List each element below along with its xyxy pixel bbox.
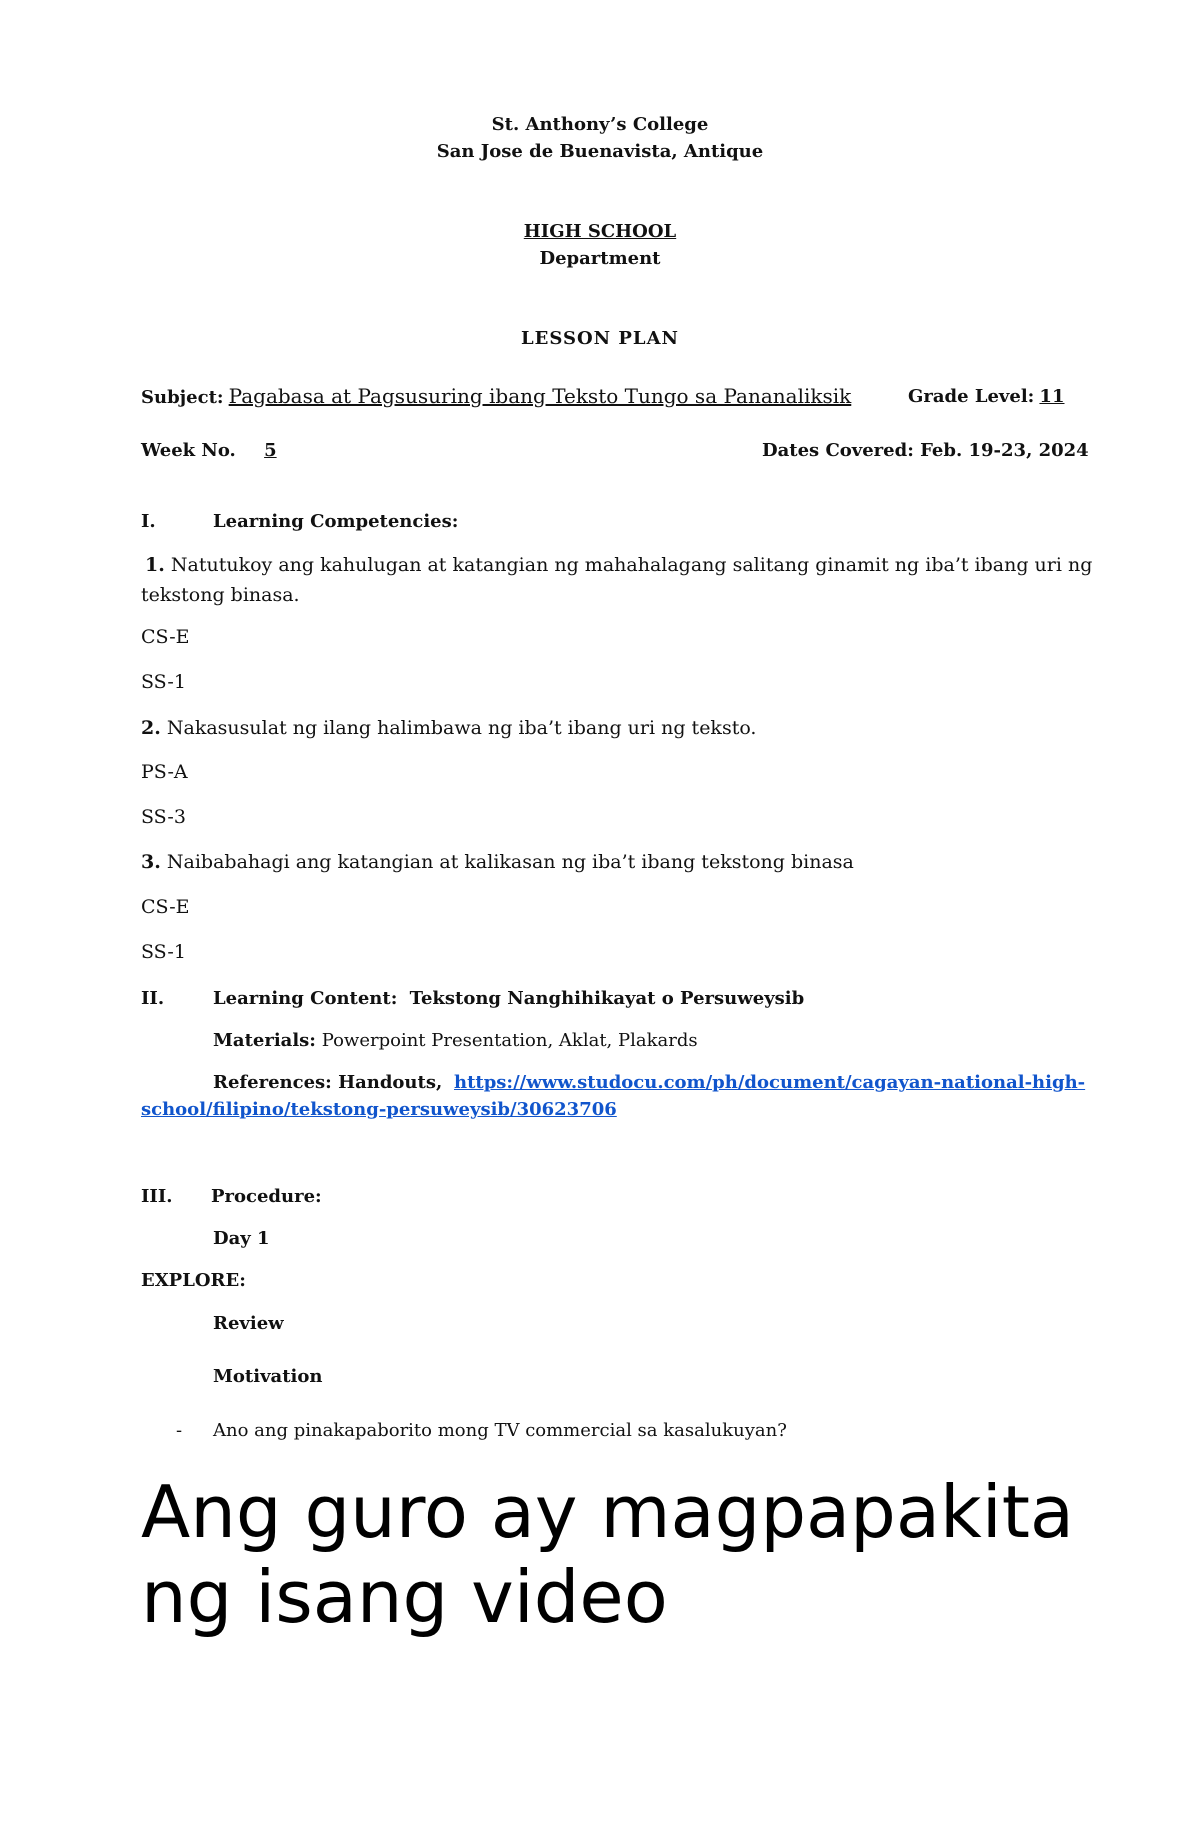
bullet-dash: - (176, 1420, 183, 1441)
competency-2-code-2: SS-3 (141, 806, 186, 828)
review-label: Review (213, 1313, 284, 1334)
dates-row (762, 440, 1089, 461)
reference-link-cont (141, 1099, 617, 1120)
materials-label: Materials: (213, 1030, 316, 1051)
section-3-numeral: III. (141, 1186, 173, 1207)
section-2-topic: Tekstong Nanghihikayat o Persuweysib (409, 988, 805, 1009)
competency-1-number: 1. (145, 554, 165, 576)
dates-label: Dates Covered: (762, 440, 914, 461)
grade-value: 11 (1039, 386, 1065, 407)
reference-link-line-1[interactable]: https://www.studocu.com/ph/document/cagayan-national-high- (453, 1072, 1086, 1093)
competency-2 (141, 717, 756, 739)
subject-label: Subject: (141, 387, 224, 408)
week-row (141, 440, 307, 461)
competency-3-number: 3. (141, 851, 161, 873)
motivation-question: Ano ang pinakapaborito mong TV commercial sa kasalukuyan? (213, 1420, 787, 1441)
competency-3-text: Naibabahagi ang katangian at kalikasan ng iba’t ibang tekstong binasa (166, 851, 854, 873)
references-label: References: Handouts, (213, 1072, 443, 1093)
callout-line-1: Ang guro ay magpapakita (141, 1470, 1075, 1554)
competency-1-code-1: CS-E (141, 626, 190, 648)
department-label: Department (539, 248, 661, 269)
callout-line-2: ng isang video (141, 1555, 668, 1639)
competency-3 (141, 851, 854, 873)
competency-2-text: Nakasusulat ng ilang halimbawa ng iba’t ibang uri ng teksto. (166, 717, 757, 739)
competency-2-number: 2. (141, 717, 161, 739)
section-2-row (213, 988, 804, 1009)
competency-3-code-1: CS-E (141, 896, 190, 918)
week-label: Week No. (141, 440, 236, 461)
grade-row (908, 386, 1064, 407)
explore-label: EXPLORE: (141, 1270, 246, 1291)
competency-2-code-1: PS-A (141, 761, 188, 783)
school-level: HIGH SCHOOL (523, 221, 677, 242)
competency-1-text: Natutukoy ang kahulugan at katangian ng mahahalagang salitang ginamit ng iba’t ibang uri ng (170, 554, 1093, 576)
grade-label: Grade Level: (908, 386, 1035, 407)
materials-value: Powerpoint Presentation, Aklat, Plakards (321, 1030, 698, 1051)
school-address: San Jose de Buenavista, Antique (436, 141, 764, 162)
competency-1 (145, 554, 1092, 576)
competency-1-code-2: SS-1 (141, 671, 186, 693)
subject-value: Pagabasa at Pagsusuring ibang Teksto Tungo sa Pananaliksik (228, 384, 852, 408)
section-2-title: Learning Content: (213, 988, 398, 1009)
references-row (213, 1072, 1085, 1093)
motivation-label: Motivation (213, 1366, 323, 1387)
dates-value: Feb. 19-23, 2024 (920, 440, 1089, 461)
section-2-numeral: II. (141, 988, 165, 1009)
subject-row (141, 384, 901, 408)
section-3-title: Procedure: (211, 1186, 322, 1207)
competency-1-text-cont: tekstong binasa. (141, 584, 300, 606)
section-1-numeral: I. (141, 511, 156, 532)
document-title: LESSON PLAN (521, 328, 679, 349)
week-value: 5 (264, 440, 277, 461)
competency-3-code-2: SS-1 (141, 941, 186, 963)
reference-link-line-2[interactable]: school/filipino/tekstong-persuweysib/30623706 (141, 1099, 617, 1120)
section-1-title: Learning Competencies: (213, 511, 459, 532)
school-name: St. Anthony’s College (491, 114, 709, 135)
day-label: Day 1 (213, 1228, 270, 1249)
materials-row (213, 1030, 698, 1051)
